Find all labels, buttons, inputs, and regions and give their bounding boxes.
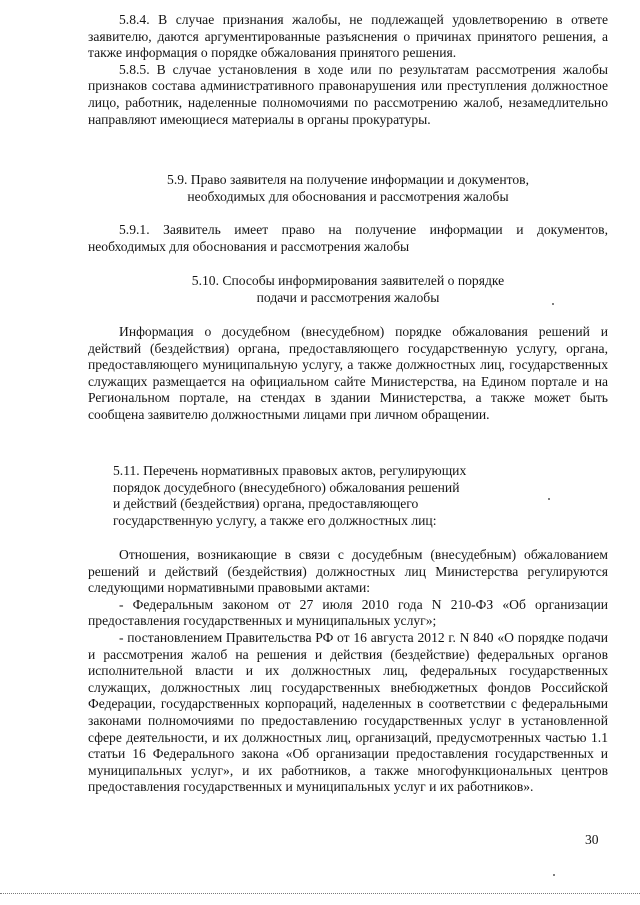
paragraph-5-8-4: 5.8.4. В случае признания жалобы, не подлежащей удовлетворению в ответе заявителю, даются аргументированные разъяснения о причинах принятого решения, а также информация о порядке обжалования принятого решения. [88, 12, 608, 61]
section-5-11-body [88, 547, 608, 796]
heading-5-9 [88, 172, 608, 205]
heading-line: 5.9. Право заявителя на получение информации и документов, [167, 172, 529, 187]
paragraph-5-11-intro: Отношения, возникающие в связи с досудебным (внесудебным) обжалованием решений и действий (бездействия) должностных лиц Министерства регулируются следующими нормативными правовыми актами: [88, 547, 608, 596]
section-5-8 [88, 12, 608, 128]
scan-speck [553, 874, 555, 876]
scan-speck [548, 498, 550, 500]
heading-line: государственную услугу, а также его должностных лиц: [113, 512, 437, 528]
heading-5-11 [113, 463, 533, 529]
paragraph-5-8-5: 5.8.5. В случае установления в ходе или по результатам рассмотрения жалобы признаков состава административного правонарушения или преступления должностное лицо, работник, наделенные полномочиями по рассмотрению жалоб, незамедлительно направляют имеющиеся материалы в органы прокуратуры. [88, 61, 608, 127]
heading-line: 5.11. Перечень нормативных правовых актов, регулирующих [113, 463, 467, 478]
scan-speck [552, 303, 554, 305]
heading-5-10 [88, 273, 608, 306]
heading-line: подачи и рассмотрения жалобы [256, 289, 440, 305]
heading-line: 5.10. Способы информирования заявителей о порядке [191, 273, 505, 288]
paragraph-5-11-item-2: - постановлением Правительства РФ от 16 августа 2012 г. N 840 «О порядке подачи и рассмотрения жалоб на решения и действия (бездействие) федеральных органов исполнительной власти и их должностных лиц, федеральных государственных служащих, должностных лиц государственных внебюджетных фондов Российской Федерации, государственных корпораций, наделенных в соответствии с федеральными законами полномочиями по предоставлению государственных услуг в установленной сфере деятельности, и их должностных лиц, организаций, предусмотренных частью 1.1 статьи 16 Федерального закона «Об организации предоставления государственных и муниципальных услуг», и их работников, а также многофункциональных центров предоставления государственных и муниципальных услуг и их работников». [88, 629, 608, 795]
scan-edge-line [0, 893, 640, 894]
paragraph-5-10-body: Информация о досудебном (внесудебном) порядке обжалования решений и действий (бездействия) органа, предоставляющего государственную услугу, органа, предоставляющего муниципальную услугу, а также должностных лиц, государственных служащих размещается на официальном сайте Министерства, на Едином портале и на Региональном портале, на стендах в здании Министерства, а также может быть сообщена заявителю должностными лицами при личном обращении. [88, 324, 608, 422]
page-number: 30 [585, 832, 599, 847]
heading-line: порядок досудебного (внесудебного) обжалования решений [113, 479, 460, 495]
section-5-10-body [88, 324, 608, 424]
section-5-9-1 [88, 222, 608, 255]
heading-line: и действий (бездействия) органа, предоставляющего [113, 496, 419, 512]
paragraph-5-11-item-1: - Федеральным законом от 27 июля 2010 года N 210-ФЗ «Об организации предоставления государственных и муниципальных услуг»; [88, 596, 608, 629]
heading-line: необходимых для обоснования и рассмотрения жалобы [187, 188, 509, 204]
paragraph-5-9-1: 5.9.1. Заявитель имеет право на получение информации и документов, необходимых для обоснования и рассмотрения жалобы [88, 222, 608, 254]
